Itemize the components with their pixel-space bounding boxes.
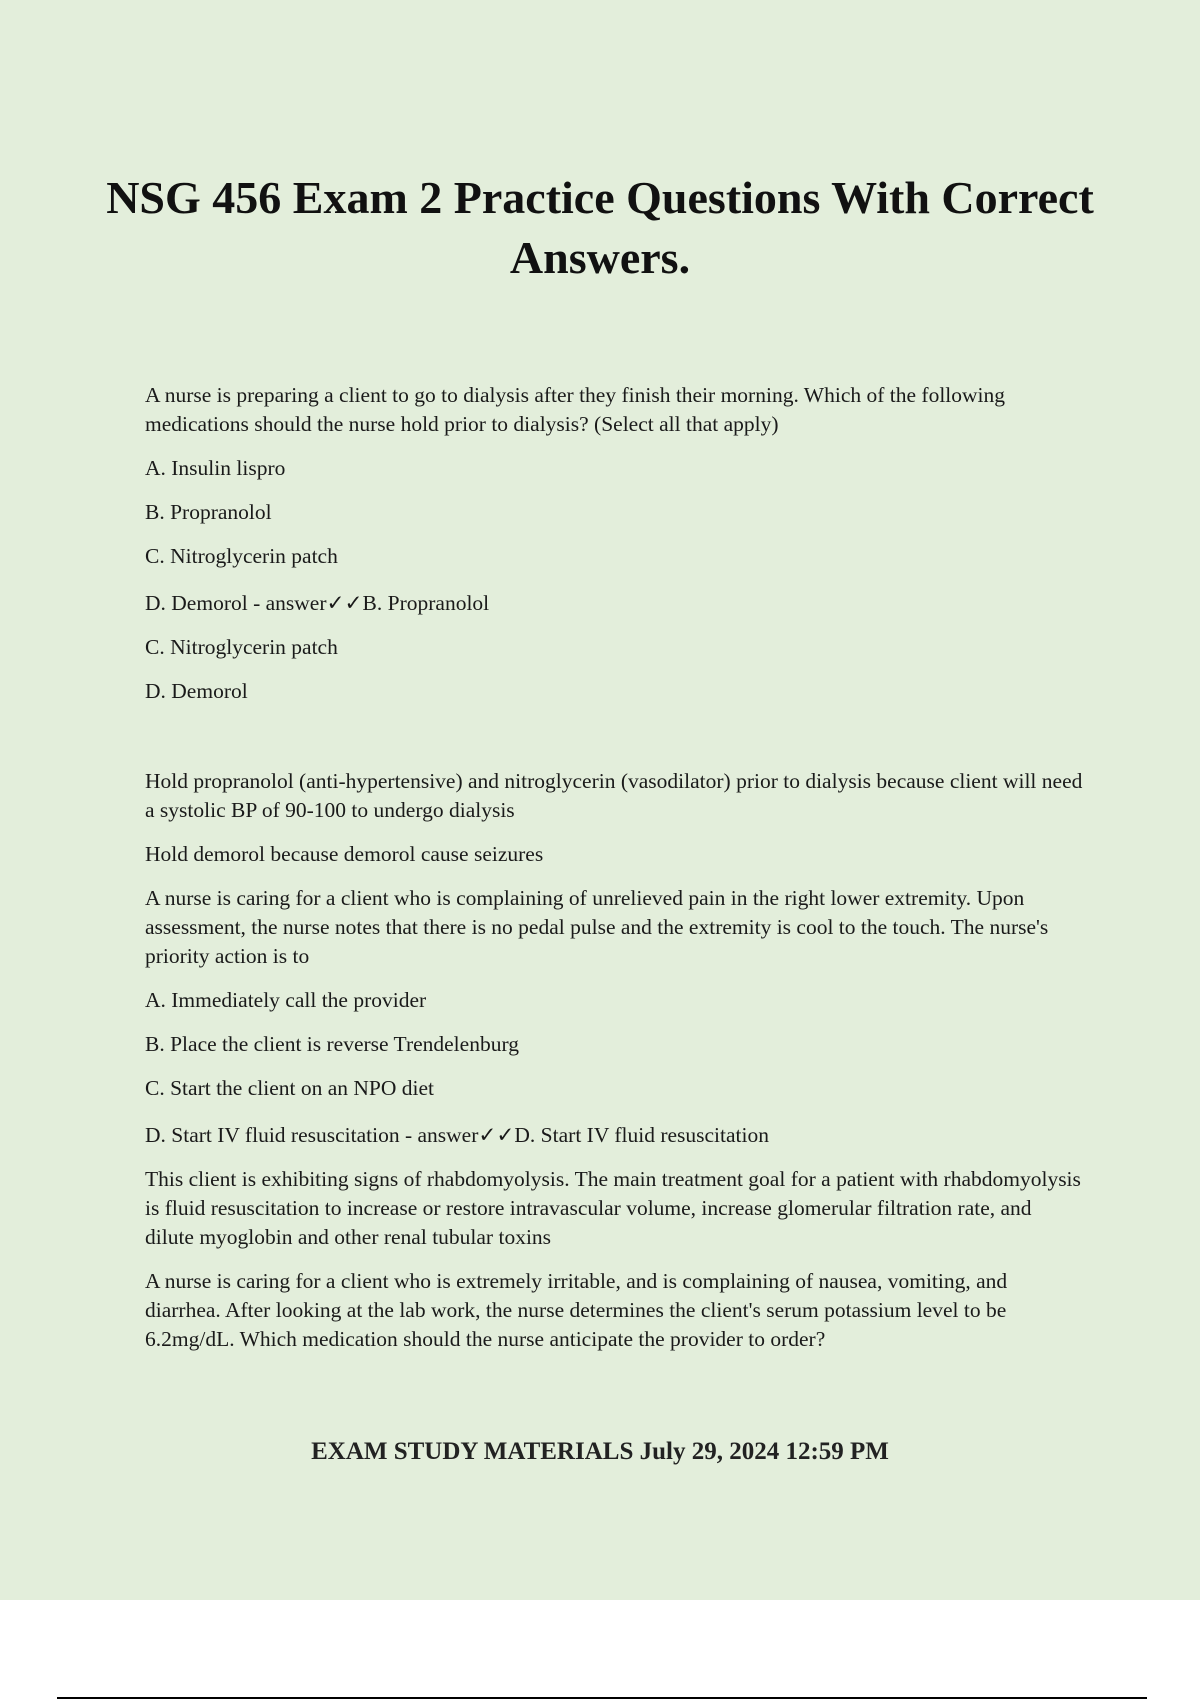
question-2-option-c: C. Start the client on an NPO diet: [145, 1076, 435, 1100]
page-bottom-rule: [57, 1697, 1147, 1699]
document-title: NSG 456 Exam 2 Practice Questions With Correct Answers.: [106, 172, 1094, 283]
question-2-option-a: A. Immediately call the provider: [145, 988, 427, 1012]
question-1-rationale: Hold propranolol (anti-hypertensive) and nitroglycerin (vasodilator) prior to dialysis because client will need a systolic BP of 90-100 to undergo dialysis: [145, 769, 1083, 822]
question-1-option-a: A. Insulin lispro: [145, 456, 286, 480]
question-2-stem: A nurse is caring for a client who is complaining of unrelieved pain in the right lower extremity. Upon assessment, the nurse notes that there is no pedal pulse and the extremity is cool to the touch. The nurse's priority action is to: [145, 886, 1049, 968]
question-1-stem: A nurse is preparing a client to go to dialysis after they finish their morning. Which of the following medications should the nurse hold prior to dialysis? (Select all that apply): [145, 383, 1006, 436]
question-1-option-b: B. Propranolol: [145, 500, 272, 524]
question-1-option-c: C. Nitroglycerin patch: [145, 544, 338, 568]
question-1-option-d-answer: D. Demorol - answer✓✓B. Propranolol: [145, 591, 490, 615]
question-1-rationale-note: Hold demorol because demorol cause seizures: [145, 842, 544, 866]
question-2-option-d-answer: D. Start IV fluid resuscitation - answer✓✓D. Start IV fluid resuscitation: [145, 1123, 769, 1147]
question-1-answer-c: C. Nitroglycerin patch: [145, 635, 338, 659]
document-footer: EXAM STUDY MATERIALS July 29, 2024 12:59 PM: [311, 1438, 889, 1465]
question-3-stem: A nurse is caring for a client who is extremely irritable, and is complaining of nausea, vomiting, and diarrhea. After looking at the lab work, the nurse determines the client's serum potassium level to be 6.2mg/dL. Which medication should the nurse anticipate the provider to order?: [145, 1269, 1008, 1351]
question-2-rationale: This client is exhibiting signs of rhabdomyolysis. The main treatment goal for a patient with rhabdomyolysis is fluid resuscitation to increase or restore intravascular volume, increase glomerular filtration rate, and dilute myoglobin and other renal tubular toxins: [145, 1167, 1081, 1249]
question-2-option-b: B. Place the client is reverse Trendelenburg: [145, 1032, 519, 1056]
question-1-answer-d: D. Demorol: [145, 679, 248, 703]
document-body: [145, 381, 1085, 1354]
